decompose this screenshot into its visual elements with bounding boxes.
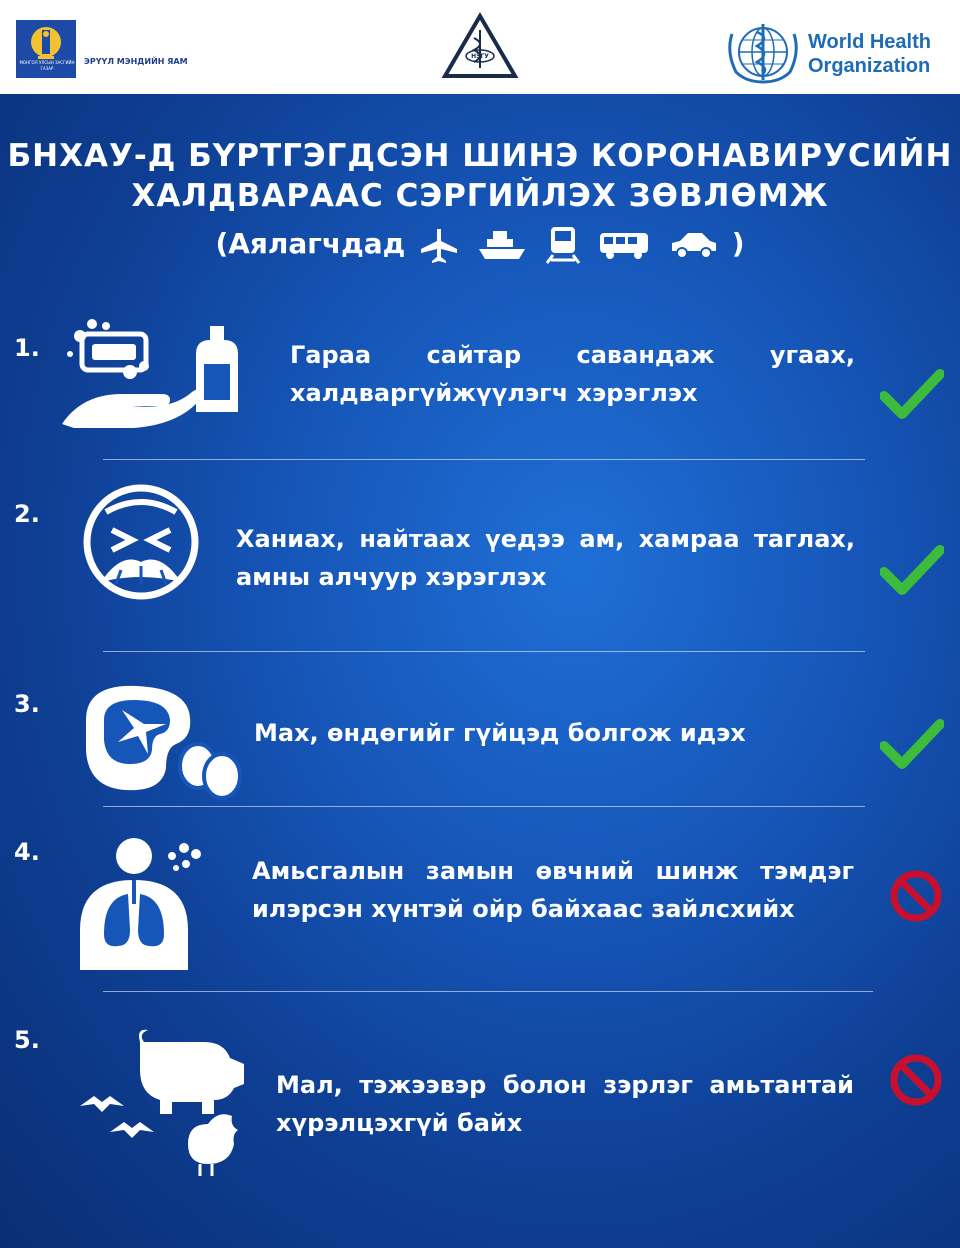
check-icon [880,368,944,420]
check-icon [880,718,944,770]
center-logo-text: НЭГУ [471,53,489,60]
tip-number-2: 2. [14,500,40,528]
subtitle-close: ) [731,227,745,260]
prohibited-icon [888,868,944,924]
who-name-line1: World Health [808,31,931,53]
tip-text-5: Мал, тэжээвэр болон зэрлэг амьтантай хүрэлцэхгүй байх [276,1071,854,1137]
subtitle-text: (Аялагчдад [215,227,406,260]
title-line2: ХАЛДВАРААС СЭРГИЙЛЭХ ЗӨВЛӨМЖ [131,178,829,214]
tip-number-3: 3. [14,690,40,718]
check-icon [880,544,944,596]
ship-icon [477,227,527,263]
who-wordmark [808,30,931,78]
gov-logo-caption: МОНГОЛ УЛСЫН ЗАСГИЙН ГАЗАР [19,60,75,71]
lungs-person-icon [76,834,206,974]
divider-2 [103,651,865,652]
who-emblem [724,20,802,84]
tip-text-4: Амьсгалын замын өвчний шинж тэмдэг илэрсэн хүнтэй ойр байхаас зайлсхийх [252,857,854,923]
center-triangle-logo [441,12,519,80]
divider-3 [103,806,865,807]
tip-text-2: Ханиах, найтаах үедээ ам, хамраа таглах, амны алчуур хэрэглэх [236,525,855,591]
divider-4 [103,991,873,992]
soap-hand-sanitizer-icon [60,314,250,434]
page-title [0,136,960,216]
train-icon [545,225,581,265]
airplane-icon [419,227,459,263]
title-line1: БНХАУ-Д БҮРТГЭГДСЭН ШИНЭ КОРОНАВИРУСИЙН [7,138,953,174]
meat-eggs-icon [76,680,246,800]
prohibited-icon [888,1052,944,1108]
bus-icon [598,229,650,261]
divider-1 [103,459,865,460]
tip-text-1: Гараа сайтар савандаж угаах, халдваргүйжүүлэгч хэрэглэх [290,341,855,407]
tip-number-1: 1. [14,334,40,362]
animals-icon [80,1024,260,1184]
tip-text-3: Мах, өндөгийг гүйцэд болгож идэх [254,719,746,747]
subtitle [0,222,960,266]
tip-number-5: 5. [14,1026,40,1054]
ministry-name: ЭРҮҮЛ МЭНДИЙН ЯАМ [84,57,188,66]
car-icon [668,229,718,261]
who-name-line2: Organization [808,55,931,77]
tip-number-4: 4. [14,838,40,866]
header-bar [0,0,960,94]
sneeze-face-icon [76,482,206,602]
